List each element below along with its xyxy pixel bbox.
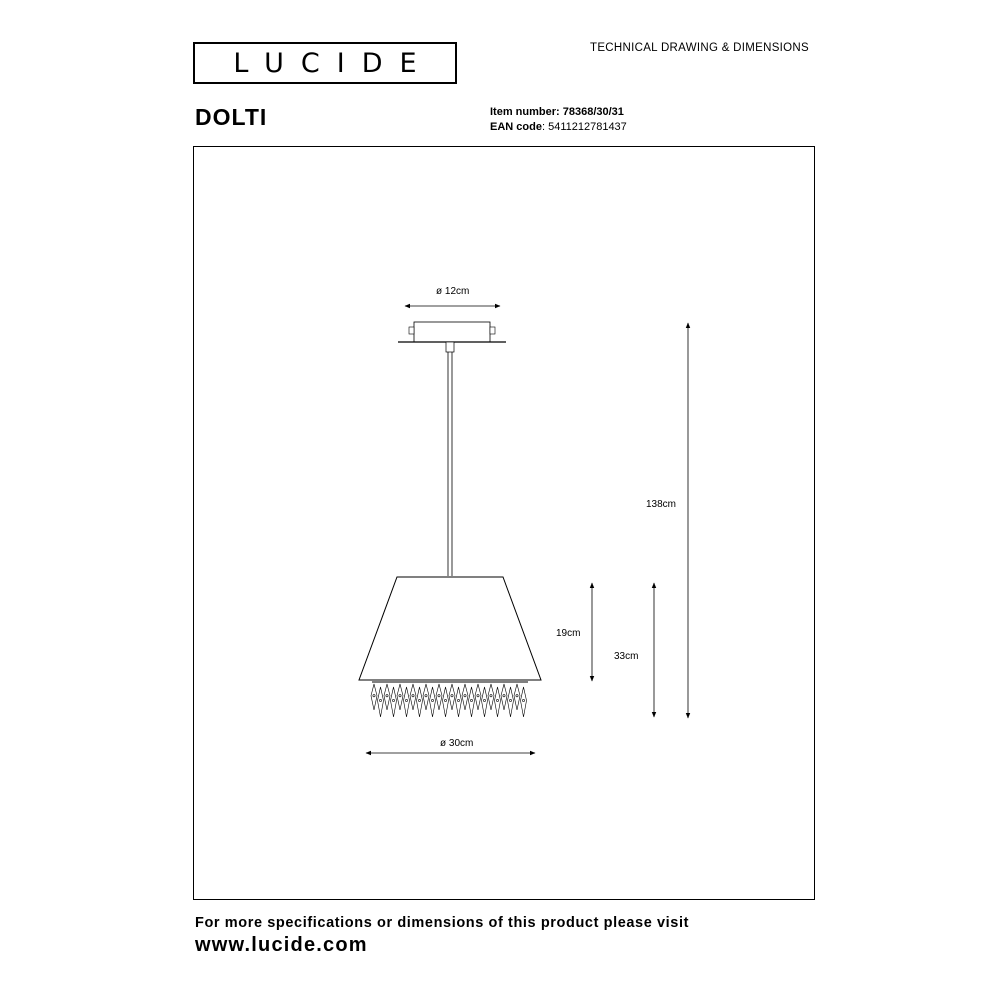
crystal-bead bbox=[392, 699, 394, 701]
crystal-bead bbox=[483, 699, 485, 701]
crystal-bead bbox=[412, 695, 414, 697]
crystal-bead bbox=[399, 695, 401, 697]
crystal-drop bbox=[417, 687, 423, 717]
suspension-rod bbox=[448, 352, 452, 576]
crystal-drop bbox=[443, 687, 449, 717]
crystal-drop bbox=[469, 687, 475, 717]
logo-text: LUCIDE bbox=[233, 47, 434, 79]
product-name: DOLTI bbox=[195, 104, 268, 130]
crystal-bead bbox=[516, 695, 518, 697]
crystal-bead bbox=[522, 699, 524, 701]
crystal-bead bbox=[405, 699, 407, 701]
crystal-bead bbox=[477, 695, 479, 697]
crystal-bead bbox=[503, 695, 505, 697]
shade-height-label: 19cm bbox=[556, 628, 581, 639]
crystal-bead bbox=[451, 695, 453, 697]
crystal-drop bbox=[521, 687, 527, 717]
ean-code-value: : 5411212781437 bbox=[541, 121, 627, 133]
total-height-label: 138cm bbox=[646, 499, 677, 510]
crystal-bead bbox=[418, 699, 420, 701]
website-link[interactable]: www.lucide.com bbox=[195, 934, 368, 956]
ceiling-canopy bbox=[398, 322, 506, 352]
crystal-bead bbox=[464, 695, 466, 697]
crystal-drop bbox=[482, 687, 488, 717]
item-number-value: : 78368/30/31 bbox=[556, 106, 624, 118]
crystal-bead bbox=[373, 695, 375, 697]
shade-diameter-label: ø 30cm bbox=[440, 738, 474, 749]
crystal-drop bbox=[378, 687, 384, 717]
crystal-bead bbox=[470, 699, 472, 701]
crystal-fringe bbox=[371, 682, 528, 717]
document-title: TECHNICAL DRAWING & DIMENSIONS bbox=[590, 42, 809, 54]
crystal-bead bbox=[457, 699, 459, 701]
crystal-drop bbox=[430, 687, 436, 717]
crystal-bead bbox=[431, 699, 433, 701]
footer-info-text: For more specifications or dimensions of this product please visit bbox=[195, 915, 690, 931]
ean-code-label: EAN code bbox=[490, 121, 542, 133]
crystal-bead bbox=[444, 699, 446, 701]
crystal-bead bbox=[386, 695, 388, 697]
crystal-bead bbox=[496, 699, 498, 701]
crystal-bead bbox=[379, 699, 381, 701]
crystal-bead bbox=[425, 695, 427, 697]
crystal-drop bbox=[495, 687, 501, 717]
crystal-bead bbox=[490, 695, 492, 697]
item-number-label: Item number bbox=[490, 106, 557, 118]
crystal-drop bbox=[456, 687, 462, 717]
crystal-drop bbox=[508, 687, 514, 717]
lamp-height-label: 33cm bbox=[614, 651, 639, 662]
crystal-bead bbox=[438, 695, 440, 697]
lamp-shade bbox=[359, 577, 541, 680]
crystal-drop bbox=[391, 687, 397, 717]
crystal-bead bbox=[509, 699, 511, 701]
crystal-drop bbox=[404, 687, 410, 717]
canopy-diameter-label: ø 12cm bbox=[436, 286, 470, 297]
